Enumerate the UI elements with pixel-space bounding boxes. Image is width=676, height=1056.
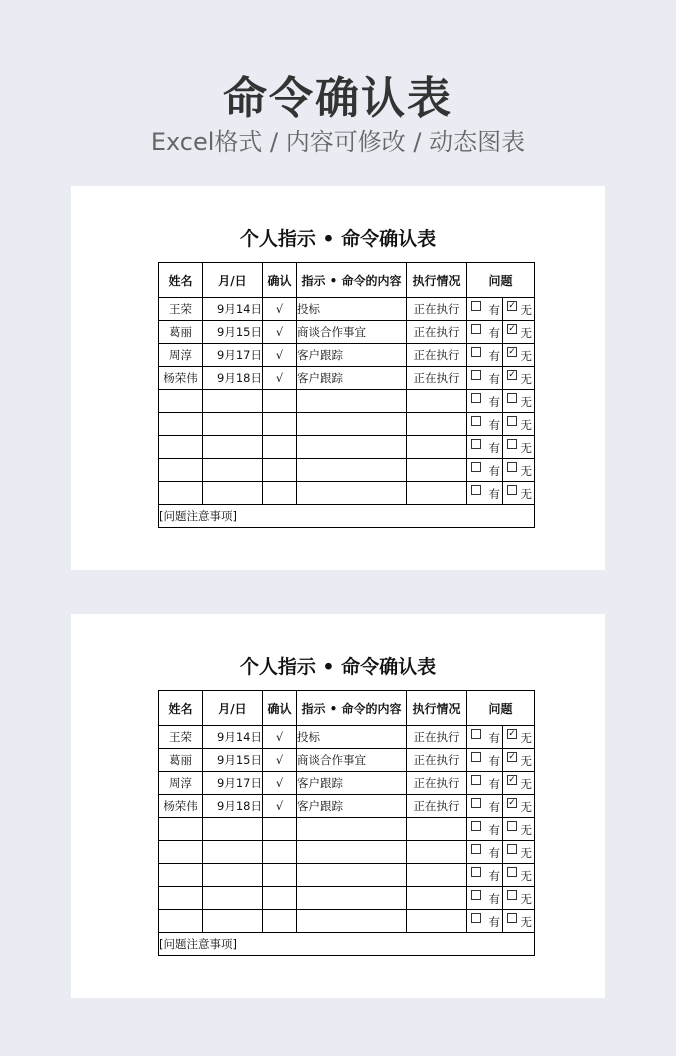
issue-no-label: 无 — [520, 846, 532, 860]
table-row — [159, 726, 535, 749]
table-row — [159, 795, 535, 818]
confirm-cell[interactable] — [263, 818, 297, 841]
date-cell[interactable] — [203, 413, 263, 436]
command-table — [158, 262, 535, 528]
issue-yes-label: 有 — [488, 418, 500, 432]
name-cell[interactable]: 王荣 — [159, 726, 203, 749]
date-cell[interactable] — [203, 910, 263, 933]
name-cell[interactable] — [159, 482, 203, 505]
issue-no-label: 无 — [520, 823, 532, 837]
issue-yes-checkbox[interactable] — [471, 775, 481, 785]
issue-yes-checkbox[interactable] — [471, 324, 481, 334]
content-cell[interactable]: 客户跟踪 — [297, 344, 407, 367]
table-row — [159, 887, 535, 910]
issue-no-label: 无 — [520, 418, 532, 432]
table-row — [159, 459, 535, 482]
issue-yes-cell — [467, 795, 503, 818]
status-cell[interactable]: 正在执行 — [407, 772, 467, 795]
issue-no-checkbox[interactable] — [507, 393, 517, 403]
issue-yes-checkbox[interactable] — [471, 370, 481, 380]
issue-yes-label: 有 — [488, 800, 500, 814]
date-cell[interactable]: 9月17日 — [203, 772, 263, 795]
confirm-cell[interactable] — [263, 864, 297, 887]
content-cell[interactable] — [297, 887, 407, 910]
name-cell[interactable] — [159, 841, 203, 864]
table-row — [159, 298, 535, 321]
status-cell[interactable] — [407, 482, 467, 505]
issue-yes-checkbox[interactable] — [471, 752, 481, 762]
date-cell[interactable] — [203, 390, 263, 413]
sheet-title: 个人指示 • 命令确认表 — [239, 656, 437, 678]
content-cell[interactable] — [297, 413, 407, 436]
issue-no-checkbox[interactable] — [507, 439, 517, 449]
issue-no-checkbox[interactable] — [507, 844, 517, 854]
date-cell[interactable] — [203, 841, 263, 864]
confirm-cell[interactable]: √ — [263, 344, 297, 367]
issue-no-checkbox[interactable] — [507, 462, 517, 472]
table-row — [159, 413, 535, 436]
status-cell[interactable]: 正在执行 — [407, 298, 467, 321]
col-content: 指示 • 命令的内容 — [297, 263, 407, 298]
date-cell[interactable]: 9月15日 — [203, 321, 263, 344]
issue-yes-cell — [467, 390, 503, 413]
status-cell[interactable]: 正在执行 — [407, 749, 467, 772]
sheet-card — [71, 186, 605, 570]
issue-yes-checkbox[interactable] — [471, 393, 481, 403]
name-cell[interactable] — [159, 818, 203, 841]
date-cell[interactable]: 9月17日 — [203, 344, 263, 367]
content-cell[interactable]: 客户跟踪 — [297, 367, 407, 390]
table-row — [159, 772, 535, 795]
table-row — [159, 910, 535, 933]
issue-yes-cell — [467, 749, 503, 772]
issue-yes-checkbox[interactable] — [471, 347, 481, 357]
col-name: 姓名 — [159, 691, 203, 726]
content-cell[interactable] — [297, 459, 407, 482]
confirm-cell[interactable] — [263, 413, 297, 436]
issue-yes-label: 有 — [488, 846, 500, 860]
content-cell[interactable]: 投标 — [297, 726, 407, 749]
name-cell[interactable]: 周淳 — [159, 772, 203, 795]
status-cell[interactable]: 正在执行 — [407, 321, 467, 344]
issue-yes-label: 有 — [488, 326, 500, 340]
command-table — [158, 690, 535, 956]
confirm-cell[interactable] — [263, 390, 297, 413]
note-row — [159, 505, 535, 528]
status-cell[interactable] — [407, 841, 467, 864]
issue-no-cell — [503, 344, 535, 367]
issue-no-cell — [503, 841, 535, 864]
issue-no-checkbox[interactable]: ✓ — [508, 347, 516, 357]
confirm-cell[interactable] — [263, 436, 297, 459]
issue-no-checkbox[interactable]: ✓ — [508, 324, 516, 334]
confirm-cell[interactable]: √ — [263, 795, 297, 818]
confirm-cell[interactable]: √ — [263, 298, 297, 321]
table-row — [159, 436, 535, 459]
status-cell[interactable] — [407, 459, 467, 482]
issue-yes-label: 有 — [488, 892, 500, 906]
issue-yes-checkbox[interactable] — [471, 821, 481, 831]
issue-no-label: 无 — [520, 869, 532, 883]
name-cell[interactable]: 葛丽 — [159, 749, 203, 772]
sheet-title: 个人指示 • 命令确认表 — [239, 228, 437, 250]
issue-no-label: 无 — [520, 754, 532, 768]
issue-no-cell — [503, 864, 535, 887]
issue-yes-cell — [467, 726, 503, 749]
issue-yes-cell — [467, 841, 503, 864]
confirm-cell[interactable]: √ — [263, 749, 297, 772]
issue-no-label: 无 — [520, 349, 532, 363]
name-cell[interactable]: 葛丽 — [159, 321, 203, 344]
issue-no-checkbox[interactable]: ✓ — [508, 729, 516, 739]
name-cell[interactable] — [159, 459, 203, 482]
issue-no-checkbox[interactable]: ✓ — [508, 798, 516, 808]
content-cell[interactable]: 客户跟踪 — [297, 772, 407, 795]
confirm-cell[interactable] — [263, 482, 297, 505]
issue-no-label: 无 — [520, 777, 532, 791]
status-cell[interactable] — [407, 910, 467, 933]
status-cell[interactable] — [407, 818, 467, 841]
issue-no-checkbox[interactable] — [507, 890, 517, 900]
issue-no-cell — [503, 726, 535, 749]
date-cell[interactable]: 9月18日 — [203, 367, 263, 390]
name-cell[interactable] — [159, 910, 203, 933]
issue-no-label: 无 — [520, 915, 532, 929]
issue-yes-cell — [467, 436, 503, 459]
issue-no-checkbox[interactable] — [507, 821, 517, 831]
date-cell[interactable] — [203, 887, 263, 910]
name-cell[interactable] — [159, 864, 203, 887]
date-cell[interactable]: 9月18日 — [203, 795, 263, 818]
name-cell[interactable]: 周淳 — [159, 344, 203, 367]
issue-yes-label: 有 — [488, 395, 500, 409]
issue-yes-cell — [467, 459, 503, 482]
issue-yes-label: 有 — [488, 754, 500, 768]
col-date: 月/日 — [203, 263, 263, 298]
issue-yes-label: 有 — [488, 823, 500, 837]
table-header-row — [159, 691, 535, 726]
date-cell[interactable]: 9月15日 — [203, 749, 263, 772]
status-cell[interactable]: 正在执行 — [407, 726, 467, 749]
note-row — [159, 933, 535, 956]
issue-no-checkbox[interactable] — [507, 913, 517, 923]
confirm-cell[interactable]: √ — [263, 367, 297, 390]
issue-no-label: 无 — [520, 800, 532, 814]
issue-no-label: 无 — [520, 372, 532, 386]
date-cell[interactable]: 9月14日 — [203, 298, 263, 321]
issue-no-checkbox[interactable] — [507, 485, 517, 495]
col-status: 执行情况 — [407, 263, 467, 298]
issue-yes-cell — [467, 344, 503, 367]
note-cell[interactable]: [问题注意事项] — [159, 505, 535, 528]
confirm-cell[interactable]: √ — [263, 321, 297, 344]
confirm-cell[interactable]: √ — [263, 772, 297, 795]
issue-no-cell — [503, 321, 535, 344]
issue-no-checkbox[interactable]: ✓ — [508, 301, 516, 311]
name-cell[interactable] — [159, 390, 203, 413]
issue-yes-label: 有 — [488, 915, 500, 929]
issue-yes-label: 有 — [488, 349, 500, 363]
name-cell[interactable]: 杨荣伟 — [159, 367, 203, 390]
col-date: 月/日 — [203, 691, 263, 726]
date-cell[interactable] — [203, 864, 263, 887]
issue-yes-cell — [467, 321, 503, 344]
issue-no-checkbox[interactable]: ✓ — [508, 752, 516, 762]
confirm-cell[interactable] — [263, 841, 297, 864]
status-cell[interactable] — [407, 864, 467, 887]
issue-no-label: 无 — [520, 395, 532, 409]
note-cell[interactable]: [问题注意事项] — [159, 933, 535, 956]
issue-yes-cell — [467, 864, 503, 887]
confirm-cell[interactable] — [263, 459, 297, 482]
issue-no-cell — [503, 795, 535, 818]
status-cell[interactable]: 正在执行 — [407, 795, 467, 818]
table-header-row — [159, 263, 535, 298]
col-name: 姓名 — [159, 263, 203, 298]
status-cell[interactable]: 正在执行 — [407, 344, 467, 367]
name-cell[interactable] — [159, 436, 203, 459]
issue-no-cell — [503, 749, 535, 772]
confirm-cell[interactable] — [263, 910, 297, 933]
issue-no-cell — [503, 910, 535, 933]
sheet-card — [71, 614, 605, 998]
issue-no-checkbox[interactable] — [507, 416, 517, 426]
issue-yes-cell — [467, 910, 503, 933]
content-cell[interactable] — [297, 910, 407, 933]
issue-no-cell — [503, 390, 535, 413]
issue-no-label: 无 — [520, 487, 532, 501]
content-cell[interactable]: 客户跟踪 — [297, 795, 407, 818]
issue-no-label: 无 — [520, 326, 532, 340]
content-cell[interactable]: 商谈合作事宜 — [297, 749, 407, 772]
issue-yes-label: 有 — [488, 731, 500, 745]
name-cell[interactable]: 杨荣伟 — [159, 795, 203, 818]
issue-yes-label: 有 — [488, 303, 500, 317]
issue-yes-checkbox[interactable] — [471, 798, 481, 808]
issue-yes-label: 有 — [488, 869, 500, 883]
issue-no-label: 无 — [520, 464, 532, 478]
content-cell[interactable] — [297, 436, 407, 459]
status-cell[interactable]: 正在执行 — [407, 367, 467, 390]
content-cell[interactable] — [297, 818, 407, 841]
issue-no-label: 无 — [520, 731, 532, 745]
page-subtitle: Excel格式 / 内容可修改 / 动态图表 — [150, 128, 526, 156]
content-cell[interactable] — [297, 864, 407, 887]
issue-yes-checkbox[interactable] — [471, 462, 481, 472]
content-cell[interactable]: 商谈合作事宜 — [297, 321, 407, 344]
date-cell[interactable] — [203, 818, 263, 841]
issue-yes-cell — [467, 367, 503, 390]
col-issue: 问题 — [467, 691, 535, 726]
issue-yes-label: 有 — [488, 487, 500, 501]
name-cell[interactable] — [159, 413, 203, 436]
issue-yes-checkbox[interactable] — [471, 867, 481, 877]
issue-yes-checkbox[interactable] — [471, 890, 481, 900]
issue-no-cell — [503, 413, 535, 436]
table-row — [159, 818, 535, 841]
issue-no-label: 无 — [520, 303, 532, 317]
issue-yes-checkbox[interactable] — [471, 301, 481, 311]
issue-no-cell — [503, 772, 535, 795]
date-cell[interactable] — [203, 482, 263, 505]
status-cell[interactable] — [407, 413, 467, 436]
table-row — [159, 749, 535, 772]
issue-no-checkbox[interactable] — [507, 867, 517, 877]
date-cell[interactable] — [203, 459, 263, 482]
date-cell[interactable] — [203, 436, 263, 459]
col-issue: 问题 — [467, 263, 535, 298]
issue-no-label: 无 — [520, 441, 532, 455]
col-content: 指示 • 命令的内容 — [297, 691, 407, 726]
issue-no-checkbox[interactable]: ✓ — [508, 775, 516, 785]
date-cell[interactable]: 9月14日 — [203, 726, 263, 749]
page-title: 命令确认表 — [223, 73, 453, 124]
issue-no-checkbox[interactable]: ✓ — [508, 370, 516, 380]
table-row — [159, 864, 535, 887]
issue-yes-label: 有 — [488, 441, 500, 455]
table-row — [159, 841, 535, 864]
content-cell[interactable] — [297, 390, 407, 413]
issue-no-cell — [503, 887, 535, 910]
issue-yes-cell — [467, 887, 503, 910]
content-cell[interactable] — [297, 841, 407, 864]
content-cell[interactable]: 投标 — [297, 298, 407, 321]
issue-yes-checkbox[interactable] — [471, 913, 481, 923]
table-row — [159, 321, 535, 344]
issue-no-cell — [503, 367, 535, 390]
issue-yes-cell — [467, 772, 503, 795]
issue-yes-cell — [467, 482, 503, 505]
issue-yes-checkbox[interactable] — [471, 485, 481, 495]
name-cell[interactable]: 王荣 — [159, 298, 203, 321]
table-row — [159, 482, 535, 505]
issue-yes-cell — [467, 413, 503, 436]
issue-no-cell — [503, 298, 535, 321]
table-row — [159, 390, 535, 413]
col-status: 执行情况 — [407, 691, 467, 726]
col-confirm: 确认 — [263, 263, 297, 298]
content-cell[interactable] — [297, 482, 407, 505]
status-cell[interactable] — [407, 390, 467, 413]
confirm-cell[interactable] — [263, 887, 297, 910]
issue-no-cell — [503, 436, 535, 459]
issue-yes-checkbox[interactable] — [471, 416, 481, 426]
issue-no-label: 无 — [520, 892, 532, 906]
table-row — [159, 344, 535, 367]
issue-yes-label: 有 — [488, 372, 500, 386]
col-confirm: 确认 — [263, 691, 297, 726]
status-cell[interactable] — [407, 436, 467, 459]
table-row — [159, 367, 535, 390]
issue-yes-cell — [467, 818, 503, 841]
issue-yes-checkbox[interactable] — [471, 729, 481, 739]
issue-no-cell — [503, 818, 535, 841]
issue-no-cell — [503, 482, 535, 505]
issue-yes-label: 有 — [488, 777, 500, 791]
issue-yes-checkbox[interactable] — [471, 439, 481, 449]
issue-no-cell — [503, 459, 535, 482]
name-cell[interactable] — [159, 887, 203, 910]
status-cell[interactable] — [407, 887, 467, 910]
issue-yes-cell — [467, 298, 503, 321]
issue-yes-checkbox[interactable] — [471, 844, 481, 854]
confirm-cell[interactable]: √ — [263, 726, 297, 749]
issue-yes-label: 有 — [488, 464, 500, 478]
